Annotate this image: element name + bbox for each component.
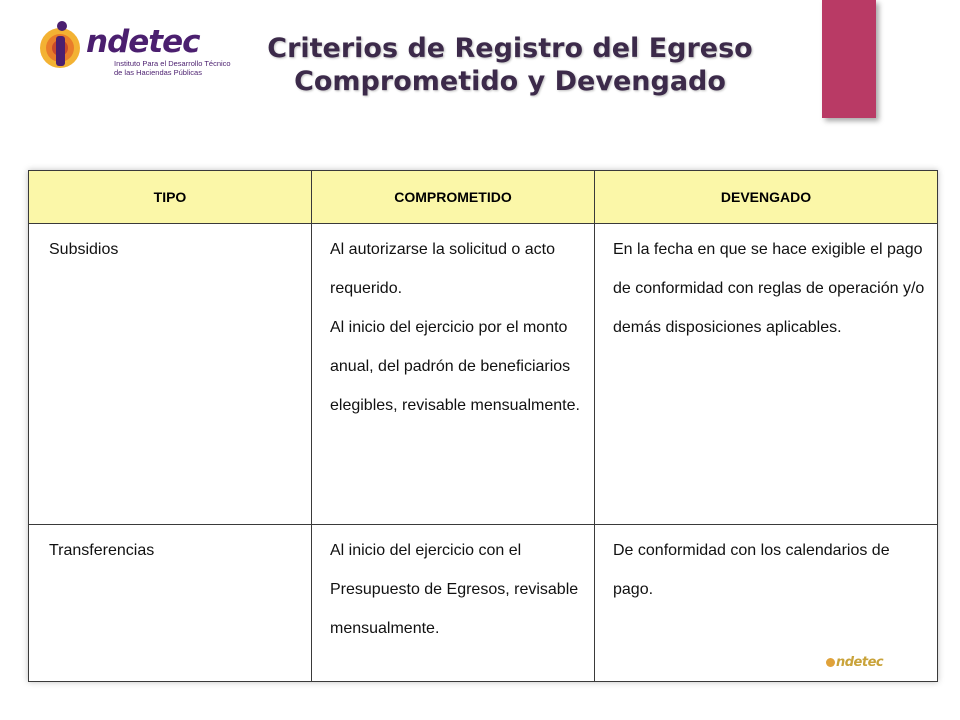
cell-comprometido [312, 224, 595, 525]
table-row [29, 224, 938, 525]
devengado-paragraph: En la fecha en que se hace exigible el pago de conformidad con reglas de operación y/o demás disposiciones aplicables. [613, 241, 925, 336]
cell-devengado [595, 224, 938, 525]
criteria-table [28, 170, 938, 682]
cell-devengado [595, 525, 938, 682]
comprometido-paragraph: Al autorizarse la solicitud o acto requerido. [330, 241, 555, 297]
cell-tipo [29, 224, 312, 525]
comprometido-paragraph: Al inicio del ejercicio por el monto anual, del padrón de beneficiarios elegibles, revisable mensualmente. [330, 319, 580, 414]
footer-logo-word: ndetec [836, 655, 884, 670]
accent-bar [822, 0, 876, 118]
table-row [29, 525, 938, 682]
logo-subtitle [114, 59, 244, 77]
logo-subtitle-line1: Instituto Para el Desarrollo Técnico [114, 59, 231, 68]
page-title-line1: Criterios de Registro del Egreso [267, 33, 753, 64]
table-header-row [29, 171, 938, 224]
header-devengado: DEVENGADO [595, 171, 938, 224]
devengado-paragraph: De conformidad con los calendarios de pago. [613, 542, 890, 598]
logo-wordmark: ndetec [86, 24, 200, 60]
tipo-label: Transferencias [49, 542, 155, 559]
page-title [230, 32, 790, 98]
cell-tipo [29, 525, 312, 682]
tipo-label: Subsidios [49, 241, 119, 258]
header-tipo: TIPO [29, 171, 312, 224]
comprometido-paragraph: Al inicio del ejercicio con el Presupuesto de Egresos, revisable mensualmente. [330, 542, 579, 637]
indetec-logo-icon [36, 18, 88, 78]
logo-subtitle-line2: de las Haciendas Públicas [114, 68, 202, 77]
header-comprometido: COMPROMETIDO [312, 171, 595, 224]
page-title-line2: Comprometido y Devengado [294, 66, 726, 97]
indetec-logo [36, 18, 231, 88]
cell-comprometido [312, 525, 595, 682]
footer-logo-icon [826, 658, 835, 667]
footer-logo [826, 655, 883, 670]
